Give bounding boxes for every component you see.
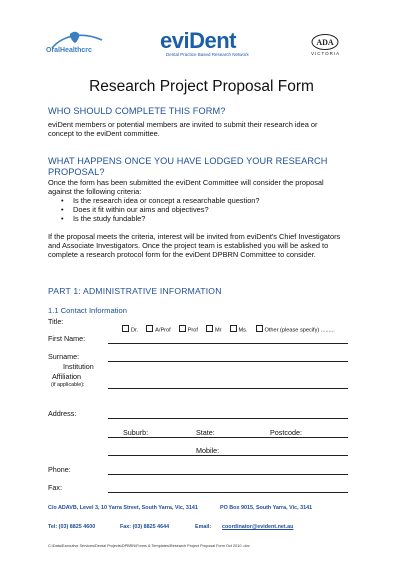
institution-field[interactable]	[108, 388, 348, 389]
footer-po-box: PO Box 9015, South Yarra, Vic, 3141	[220, 505, 313, 511]
institution-label: Institution	[63, 362, 94, 371]
title-option-dr[interactable]: Dr.	[122, 325, 138, 334]
address-label: Address:	[48, 409, 77, 418]
affiliation-label: Affiliation	[52, 372, 82, 381]
footer-email-label: Email:	[195, 524, 212, 530]
title-option-prof[interactable]: Prof	[179, 325, 198, 334]
surname-field[interactable]	[108, 361, 348, 362]
checkbox[interactable]	[179, 325, 186, 332]
section-heading-who: WHO SHOULD COMPLETE THIS FORM?	[48, 106, 226, 116]
list-item: • Does it fit within our aims and objectives?	[61, 205, 321, 214]
evident-logo: eviDent	[160, 28, 236, 53]
part1-heading: PART 1: ADMINISTRATIVE INFORMATION	[48, 286, 222, 296]
title-option-mr[interactable]: Mr	[206, 325, 222, 334]
address-field[interactable]	[108, 418, 348, 419]
phone-field[interactable]	[108, 474, 348, 475]
section-text-after: If the proposal meets the criteria, interest will be invited from eviDent's Chief Investigators and Associate Investigators. Once the project team is established you will be asked to complete a research protocol form for the eviDent DPBRN Committee to consider.	[48, 232, 341, 259]
mobile-field[interactable]	[108, 455, 348, 456]
suburb-label: Suburb:	[123, 428, 149, 437]
title-options	[122, 318, 343, 336]
checkbox[interactable]	[146, 325, 153, 332]
checkbox[interactable]	[122, 325, 129, 332]
checkbox[interactable]	[206, 325, 213, 332]
title-option-other[interactable]: Other (please specify) .........	[256, 325, 335, 334]
section-text-who: eviDent members or potential members are invited to submit their research idea or concept to the eviDent committee.	[48, 120, 318, 138]
title-option-aprof[interactable]: A/Prof	[146, 325, 171, 334]
footer-email-wrap	[222, 524, 293, 530]
ada-logo-icon	[310, 33, 340, 51]
fax-label: Fax:	[48, 483, 62, 492]
title-option-ms[interactable]: Ms.	[230, 325, 248, 334]
first-name-label: First Name:	[48, 334, 86, 343]
file-path: C:\Data\Executive Services\Dental Projects\DPBRN\Forms & Templates\Research Project Proposal Form Oct 2010 .doc	[48, 544, 250, 548]
title-label: Title:	[48, 317, 64, 326]
list-item: • Is the research idea or concept a researchable question?	[61, 196, 321, 205]
criteria-list	[61, 196, 321, 224]
postcode-label: Postcode:	[270, 428, 302, 437]
state-label: State:	[196, 428, 215, 437]
footer-tel: Tel: (03) 8825 4600	[48, 524, 96, 530]
surname-label: Surname:	[48, 352, 80, 361]
footer-address: C/o ADAVB, Level 3, 10 Yarra Street, South Yarra, Vic, 3141	[48, 505, 198, 511]
contact-info-heading: 1.1 Contact Information	[48, 306, 127, 315]
first-name-field[interactable]	[108, 343, 348, 344]
if-applicable-label: (if applicable):	[51, 382, 85, 388]
footer-fax: Fax: (03) 8825 4644	[120, 524, 170, 530]
section-heading-what-happens: WHAT HAPPENS ONCE YOU HAVE LODGED YOUR RESEARCH PROPOSAL?	[48, 156, 328, 177]
phone-label: Phone:	[48, 465, 71, 474]
mobile-label: Mobile:	[196, 446, 220, 455]
checkbox[interactable]	[256, 325, 263, 332]
checkbox[interactable]	[230, 325, 237, 332]
page-title: Research Project Proposal Form	[89, 78, 314, 95]
oral-health-logo-text: OralHealthcrc	[46, 47, 92, 54]
suburb-state-postcode-field[interactable]	[108, 437, 348, 438]
footer-email-link[interactable]: coordinator@evident.net.au	[222, 524, 294, 530]
evident-tagline: Dental Practice Based Research Network	[166, 52, 249, 57]
ada-logo-text: ADA	[316, 38, 334, 47]
ada-logo-sub: VICTORIA	[311, 51, 341, 56]
section-text-intro: Once the form has been submitted the eviDent Committee will consider the proposal against the following criteria:	[48, 178, 324, 196]
list-item: • Is the study fundable?	[61, 214, 321, 223]
fax-field[interactable]	[108, 492, 348, 493]
